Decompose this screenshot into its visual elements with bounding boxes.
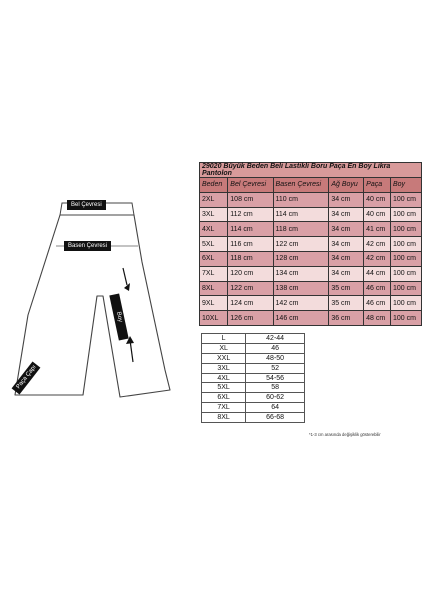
header-cell: Beden bbox=[200, 178, 228, 193]
table-row bbox=[202, 363, 305, 373]
table-cell: 138 cm bbox=[273, 281, 329, 296]
table-cell: 146 cm bbox=[273, 311, 329, 326]
length-label: Boy bbox=[109, 293, 128, 340]
header-cell: Boy bbox=[391, 178, 422, 193]
table-cell: 120 cm bbox=[228, 266, 273, 281]
table-cell: 34 cm bbox=[329, 207, 364, 222]
table-cell: 100 cm bbox=[391, 192, 422, 207]
table-cell: 60-62 bbox=[246, 393, 305, 403]
table-cell: XXL bbox=[202, 353, 246, 363]
table-row bbox=[202, 353, 305, 363]
table-cell: 34 cm bbox=[329, 251, 364, 266]
header-cell: Ağ Boyu bbox=[329, 178, 364, 193]
table-cell: 48 cm bbox=[364, 311, 391, 326]
table-row bbox=[202, 413, 305, 423]
table-cell: 122 cm bbox=[273, 237, 329, 252]
table-cell: 100 cm bbox=[391, 266, 422, 281]
table-row bbox=[200, 207, 422, 222]
table-cell: 108 cm bbox=[228, 192, 273, 207]
table-row bbox=[202, 383, 305, 393]
table-cell: 34 cm bbox=[329, 192, 364, 207]
table-row bbox=[200, 222, 422, 237]
table-cell: 124 cm bbox=[228, 296, 273, 311]
waist-label: Bel Çevresi bbox=[67, 200, 106, 210]
table-cell: 3XL bbox=[202, 363, 246, 373]
table-cell: 34 cm bbox=[329, 266, 364, 281]
table-row bbox=[200, 296, 422, 311]
table-cell: 112 cm bbox=[228, 207, 273, 222]
table-cell: XL bbox=[202, 343, 246, 353]
table-cell: 128 cm bbox=[273, 251, 329, 266]
table-cell: 5XL bbox=[202, 383, 246, 393]
table-cell: 114 cm bbox=[228, 222, 273, 237]
table-cell: 66-68 bbox=[246, 413, 305, 423]
table-cell: 122 cm bbox=[228, 281, 273, 296]
table-cell: 40 cm bbox=[364, 207, 391, 222]
table-cell: 6XL bbox=[202, 393, 246, 403]
size-chart-body bbox=[200, 192, 422, 325]
table-cell: 110 cm bbox=[273, 192, 329, 207]
table-cell: 116 cm bbox=[228, 237, 273, 252]
table-cell: 100 cm bbox=[391, 251, 422, 266]
table-cell: 126 cm bbox=[228, 311, 273, 326]
table-cell: 35 cm bbox=[329, 281, 364, 296]
table-cell: 46 bbox=[246, 343, 305, 353]
table-cell: 100 cm bbox=[391, 311, 422, 326]
table-cell: 9XL bbox=[200, 296, 228, 311]
table-cell: 100 cm bbox=[391, 237, 422, 252]
table-cell: 100 cm bbox=[391, 281, 422, 296]
table-cell: 42 cm bbox=[364, 237, 391, 252]
table-cell: 142 cm bbox=[273, 296, 329, 311]
table-cell: 41 cm bbox=[364, 222, 391, 237]
table-cell: 7XL bbox=[202, 403, 246, 413]
table-cell: 118 cm bbox=[228, 251, 273, 266]
table-cell: 100 cm bbox=[391, 296, 422, 311]
table-cell: 34 cm bbox=[329, 237, 364, 252]
table-cell: 6XL bbox=[200, 251, 228, 266]
table-cell: 42-44 bbox=[246, 334, 305, 344]
table-cell: 42 cm bbox=[364, 251, 391, 266]
table-cell: 100 cm bbox=[391, 207, 422, 222]
header-cell: Bel Çevresi bbox=[228, 178, 273, 193]
size-chart-header-row bbox=[200, 178, 422, 193]
table-cell: 8XL bbox=[202, 413, 246, 423]
size-conversion-table bbox=[201, 333, 305, 423]
table-cell: 40 cm bbox=[364, 192, 391, 207]
table-cell: 114 cm bbox=[273, 207, 329, 222]
table-row bbox=[202, 343, 305, 353]
table-row bbox=[202, 334, 305, 344]
header-cell: Basen Çevresi bbox=[273, 178, 329, 193]
table-cell: 2XL bbox=[200, 192, 228, 207]
table-row bbox=[200, 192, 422, 207]
table-cell: 48-50 bbox=[246, 353, 305, 363]
table-row bbox=[200, 266, 422, 281]
table-cell: 134 cm bbox=[273, 266, 329, 281]
hip-label: Basen Çevresi bbox=[64, 241, 111, 251]
table-cell: 4XL bbox=[202, 373, 246, 383]
table-cell: 46 cm bbox=[364, 281, 391, 296]
table-row bbox=[200, 311, 422, 326]
table-cell: 5XL bbox=[200, 237, 228, 252]
table-cell: 4XL bbox=[200, 222, 228, 237]
table-cell: 118 cm bbox=[273, 222, 329, 237]
table-cell: 8XL bbox=[200, 281, 228, 296]
hem-label: Paça Çapı bbox=[12, 362, 41, 395]
table-row bbox=[202, 393, 305, 403]
table-cell: 100 cm bbox=[391, 222, 422, 237]
tolerance-note: *1-3 cm arasında değişiklik gösterebilir bbox=[309, 432, 381, 437]
table-cell: 36 cm bbox=[329, 311, 364, 326]
table-cell: 64 bbox=[246, 403, 305, 413]
table-row bbox=[200, 251, 422, 266]
table-row bbox=[200, 237, 422, 252]
table-cell: 46 cm bbox=[364, 296, 391, 311]
header-cell: Paça bbox=[364, 178, 391, 193]
size-chart-title: 29020 Büyük Beden Beli Lastikli Boru Paça En Boy Likra Pantolon bbox=[200, 163, 422, 178]
table-row bbox=[202, 373, 305, 383]
table-cell: 54-56 bbox=[246, 373, 305, 383]
table-cell: 10XL bbox=[200, 311, 228, 326]
table-cell: L bbox=[202, 334, 246, 344]
table-cell: 7XL bbox=[200, 266, 228, 281]
table-cell: 35 cm bbox=[329, 296, 364, 311]
table-row bbox=[202, 403, 305, 413]
table-cell: 52 bbox=[246, 363, 305, 373]
table-cell: 44 cm bbox=[364, 266, 391, 281]
pants-outline-icon bbox=[0, 0, 200, 600]
table-cell: 34 cm bbox=[329, 222, 364, 237]
table-cell: 3XL bbox=[200, 207, 228, 222]
size-conversion-body bbox=[202, 334, 305, 423]
pants-diagram bbox=[0, 0, 200, 600]
table-cell: 58 bbox=[246, 383, 305, 393]
size-chart-table bbox=[199, 162, 422, 326]
table-row bbox=[200, 281, 422, 296]
